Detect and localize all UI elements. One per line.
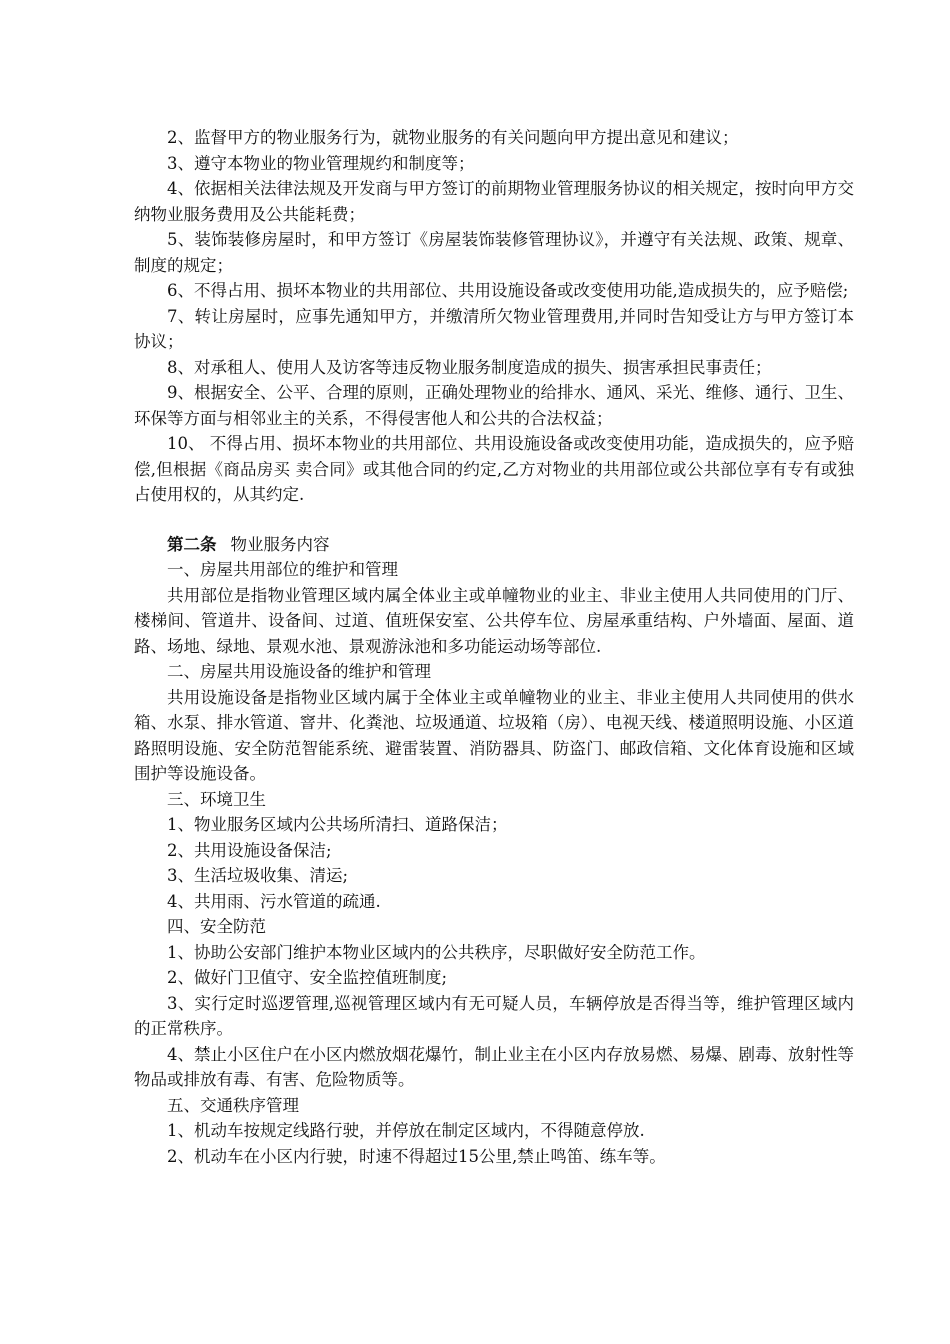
list-item: 1、机动车按规定线路行驶，并停放在制定区域内，不得随意停放. <box>167 1121 645 1140</box>
obligation-item-4: 4、依据相关法律法规及开发商与甲方签订的前期物业管理服务协议的相关规定，按时向甲方交纳物业服务费用及公共能耗费； <box>134 179 854 224</box>
list-item: 4、禁止小区住户在小区内燃放烟花爆竹，制止业主在小区内存放易燃、易爆、剧毒、放射性等物品或排放有毒、有害、危险物质等。 <box>134 1044 854 1089</box>
article-heading <box>134 532 854 558</box>
obligation-item-8: 8、对承租人、使用人及访客等违反物业服务制度造成的损失、损害承担民事责任； <box>167 357 772 377</box>
document-page <box>134 125 854 1169</box>
section-heading-common-facilities: 二、房屋共用设施设备的维护和管理 <box>167 662 431 681</box>
list-item: 4、共用雨、污水管道的疏通. <box>167 891 381 911</box>
section-heading-traffic: 五、交通秩序管理 <box>167 1095 299 1115</box>
list-item: 2、共用设施设备保洁; <box>167 840 332 860</box>
list-item: 2、机动车在小区内行驶，时速不得超过15公里,禁止鸣笛、练车等。 <box>167 1146 666 1166</box>
paragraph-common-parts: 共用部位是指物业管理区域内属全体业主或单幢物业的业主、非业主使用人共同使用的门厅、楼梯间、管道井、设备间、过道、值班保安室、公共停车位、房屋承重结构、户外墙面、屋面、道路、场地、绿地、景观水池、景观游泳池和多功能运动场等部位. <box>134 585 854 656</box>
list-item: 3、实行定时巡逻管理,巡视管理区域内有无可疑人员，车辆停放是否得当等，维护管理区域内的正常秩序。 <box>134 993 854 1038</box>
section-spacer <box>134 508 854 532</box>
obligation-item-10: 10、 不得占用、损坏本物业的共用部位、共用设施设备或改变使用功能，造成损失的，应予赔偿,但根据《商品房买 卖合同》或其他合同的约定,乙方对物业的共用部位或公共部位享有专有或独占使用权的，从其约定. <box>134 434 854 504</box>
list-item: 1、协助公安部门维护本物业区域内的公共秩序，尽职做好安全防范工作。 <box>167 942 706 962</box>
obligation-item-3: 3、遵守本物业的物业管理规约和制度等； <box>167 153 475 173</box>
list-item: 1、物业服务区域内公共场所清扫、道路保洁； <box>167 815 508 834</box>
list-item: 2、做好门卫值守、安全监控值班制度; <box>167 968 448 987</box>
obligation-item-9: 9、根据安全、公平、合理的原则，正确处理物业的给排水、通风、采光、维修、通行、卫生、环保等方面与相邻业主的关系，不得侵害他人和公共的合法权益； <box>134 383 854 428</box>
list-item: 3、生活垃圾收集、清运; <box>167 866 349 885</box>
obligation-item-2: 2、监督甲方的物业服务行为，就物业服务的有关问题向甲方提出意见和建议； <box>167 128 739 147</box>
section-heading-common-parts: 一、房屋共用部位的维护和管理 <box>167 560 398 579</box>
obligation-item-7: 7、转让房屋时，应事先通知甲方，并缴清所欠物业管理费用,并同时告知受让方与甲方签订本协议； <box>134 306 854 351</box>
article-title: 物业服务内容 <box>230 534 330 554</box>
paragraph-common-facilities: 共用设施设备是指物业区域内属于全体业主或单幢物业的业主、非业主使用人共同使用的供水箱、水泵、排水管道、窨井、化粪池、垃圾通道、垃圾箱（房）、电视天线、楼道照明设施、小区道路照明设施、安全防范智能系统、避雷装置、消防器具、防盗门、邮政信箱、文化体育设施和区域围护等设施设备。 <box>134 687 854 783</box>
section-heading-security: 四、安全防范 <box>167 917 266 936</box>
obligation-item-6: 6、不得占用、损坏本物业的共用部位、共用设施设备或改变使用功能,造成损失的，应予赔偿; <box>167 281 849 300</box>
section-heading-sanitation: 三、环境卫生 <box>167 789 266 809</box>
article-number: 第二条 <box>167 534 217 554</box>
obligation-item-5: 5、装饰装修房屋时，和甲方签订《房屋装饰装修管理协议》，并遵守有关法规、政策、规章、制度的规定； <box>134 230 854 275</box>
